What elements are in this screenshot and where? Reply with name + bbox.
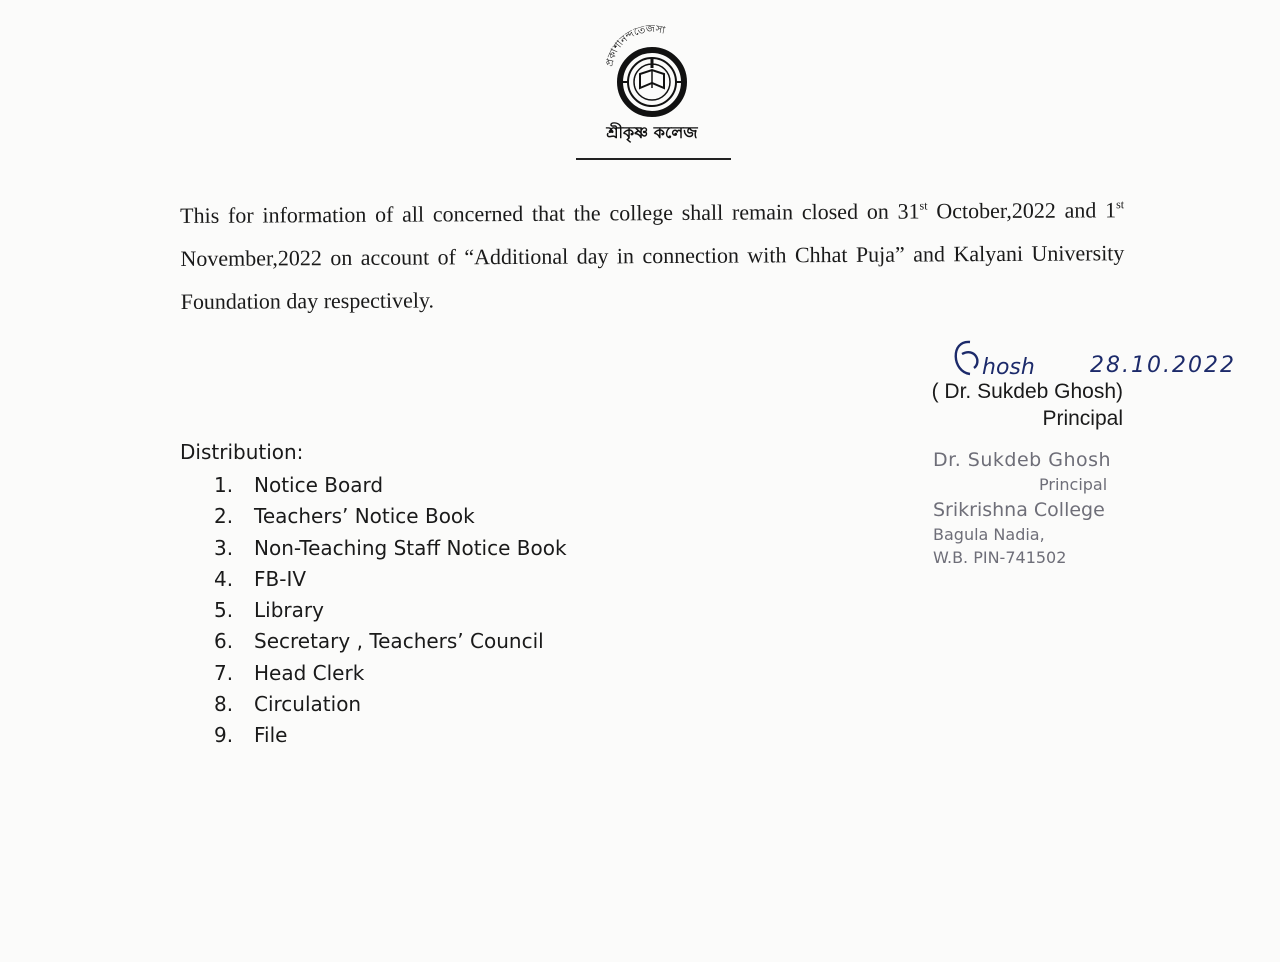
item-number: 6. (214, 629, 234, 654)
item-number: 1. (214, 473, 234, 497)
item-label: File (254, 723, 288, 748)
item-label: Teachers’ Notice Book (254, 504, 475, 529)
signatory-title: Principal (1042, 407, 1123, 430)
item-number: 5. (214, 598, 234, 623)
item-label: Notice Board (254, 473, 384, 497)
stamp-address: Bagula Nadia, (933, 525, 1045, 544)
svg-text:শ্রীকৃষ্ণ কলেজ: শ্রীকৃষ্ণ কলেজ (606, 123, 698, 142)
stamp-college: Srikrishna College (933, 499, 1105, 521)
item-label: FB-IV (254, 566, 307, 591)
item-label: Secretary , Teachers’ Council (254, 629, 544, 654)
distribution-heading: Distribution: (180, 440, 304, 464)
item-label: Library (254, 598, 324, 623)
stamp-name: Dr. Sukdeb Ghosh (933, 449, 1112, 471)
signatory-name: ( Dr. Sukdeb Ghosh) (931, 380, 1123, 403)
item-number: 2. (214, 504, 234, 529)
college-logo (572, 10, 732, 160)
item-number: 8. (214, 692, 234, 717)
item-number: 7. (214, 660, 234, 685)
list-item (214, 690, 567, 721)
item-label: Circulation (254, 692, 362, 717)
stamp-pin: W.B. PIN-741502 (933, 548, 1067, 567)
list-item (214, 596, 567, 627)
svg-text:প্রকাশানন্দতেজসা: প্রকাশানন্দতেজসা (604, 23, 666, 68)
distribution-list (214, 471, 567, 753)
item-label: Head Clerk (254, 660, 365, 685)
notice-text-part: November,2022 on account of “Additional day in connection with Chhat Puja” and Kalyani University Foundation day respectively. (180, 240, 1125, 314)
list-item (214, 721, 567, 752)
ordinal-suffix: st (919, 198, 928, 213)
item-label: Non-Teaching Staff Notice Book (254, 535, 567, 560)
header-rule (576, 158, 731, 160)
list-item (214, 659, 567, 690)
stamp-title: Principal (1039, 475, 1108, 494)
item-number: 3. (214, 535, 234, 560)
list-item (214, 627, 567, 658)
list-item (214, 565, 567, 596)
logo-emblem-icon (572, 10, 732, 160)
list-item (214, 534, 567, 565)
notice-text-part: This for information of all concerned that the college shall remain closed on 31 (180, 198, 920, 228)
notice-paragraph (180, 188, 1125, 323)
item-number: 4. (214, 566, 234, 591)
svg-text:hosh: hosh (982, 355, 1035, 380)
notice-text-part: October,2022 and 1 (927, 197, 1117, 224)
item-number: 9. (214, 723, 234, 748)
svg-text:28.10.2022: 28.10.2022 (1090, 353, 1236, 378)
ordinal-suffix: st (1116, 197, 1125, 212)
list-item (214, 502, 567, 533)
official-stamp (933, 447, 1133, 569)
list-item (214, 471, 567, 502)
